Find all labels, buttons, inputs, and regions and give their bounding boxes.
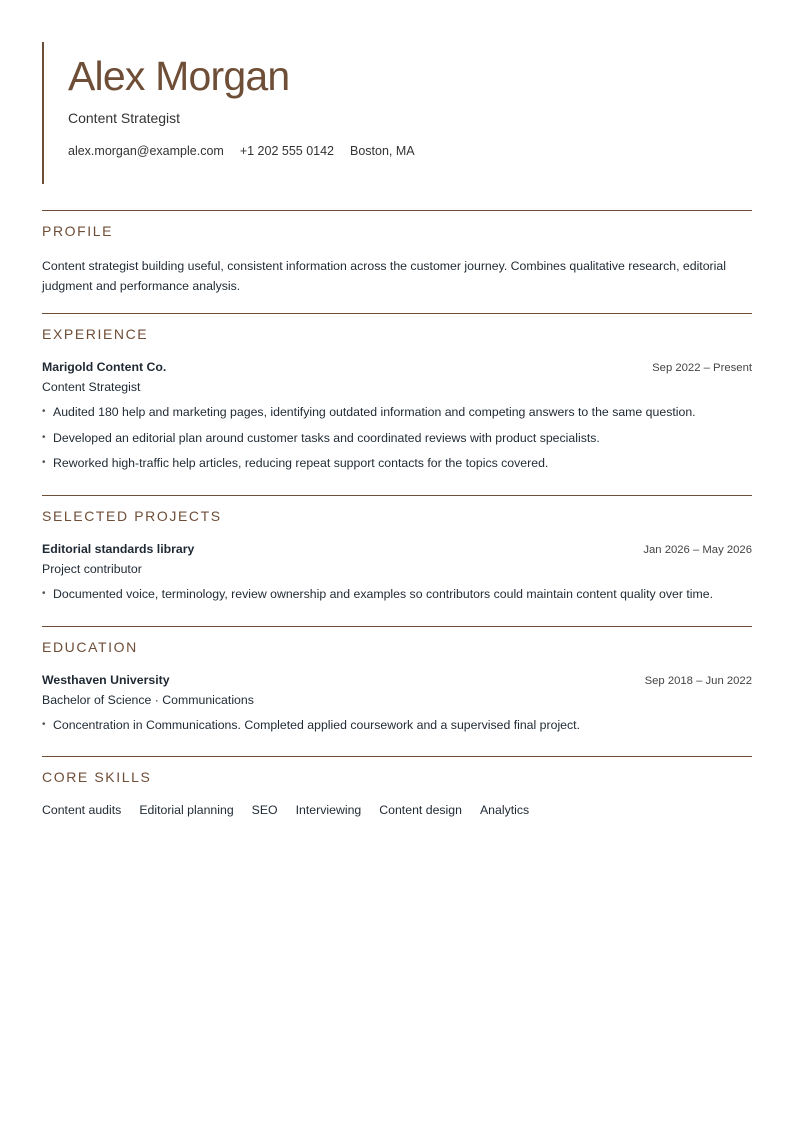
experience-org: Marigold Content Co. [42,360,167,374]
contact-line [68,143,752,159]
experience-entry-header [42,360,752,374]
project-name: Editorial standards library [42,542,195,556]
skill-item: Content audits [42,803,122,817]
education-school: Westhaven University [42,673,170,687]
list-item: • Concentration in Communications. Completed applied coursework and a supervised final project. [42,718,580,732]
list-item: • Developed an editorial plan around customer tasks and coordinated reviews with product specialists. [42,431,600,445]
project-entry-header [42,542,752,556]
list-item: • Reworked high-traffic help articles, reducing repeat support contacts for the topics covered. [42,456,549,470]
education-dates: Sep 2018 – Jun 2022 [644,675,752,687]
education-entry-header [42,673,752,687]
skill-item: Editorial planning [139,803,234,817]
section-heading-education: EDUCATION [42,639,138,655]
skill-item: Analytics [479,803,530,817]
skills-list [42,803,752,817]
section-heading-skills: CORE SKILLS [42,769,152,785]
section-heading-profile: PROFILE [42,223,114,239]
education-degree: Bachelor of Science · Communications [42,693,254,707]
experience-bullets [42,404,752,471]
list-item: • Documented voice, terminology, review ownership and examples so contributors could maintain content quality over time. [42,587,714,601]
experience-dates: Sep 2022 – Present [652,362,752,374]
candidate-name: Alex Morgan [68,53,290,99]
section-heading-projects: SELECTED PROJECTS [42,508,222,524]
section-heading-experience: EXPERIENCE [42,326,149,342]
skill-item: Content design [379,803,462,817]
profile-section [42,210,752,313]
projects-section [42,495,752,626]
profile-summary: Content strategist building useful, consistent information across the customer journey. Combines qualitative research, editorial judgment and performance analysis. [42,259,726,293]
project-role: Project contributor [42,562,142,576]
skill-item: SEO [251,803,278,817]
project-dates: Jan 2026 – May 2026 [643,544,752,556]
skills-section [42,756,752,817]
education-bullets [42,717,752,733]
candidate-title: Content Strategist [68,110,181,126]
contact-email[interactable]: alex.morgan@example.com [68,144,224,158]
contact-phone[interactable]: +1 202 555 0142 [239,144,335,158]
project-bullets [42,586,752,602]
skill-item: Interviewing [295,803,362,817]
experience-section [42,313,752,495]
education-section [42,626,752,756]
list-item: • Audited 180 help and marketing pages, identifying outdated information and competing answers to the same question. [42,405,696,419]
experience-role: Content Strategist [42,380,141,394]
resume-header [42,42,752,184]
contact-location: Boston, MA [350,144,415,158]
